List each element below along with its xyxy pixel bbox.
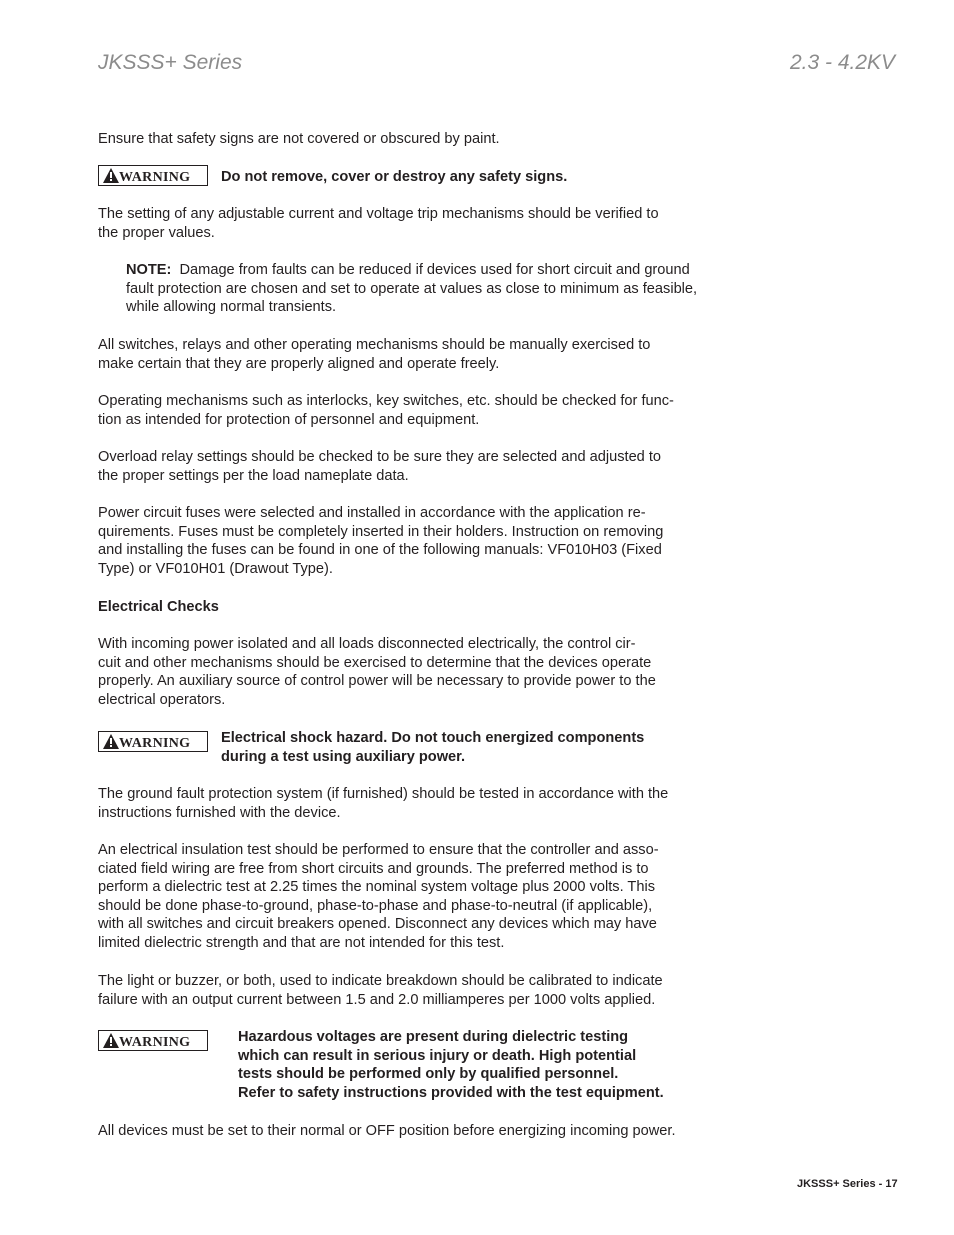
text-line: Electrical shock hazard. Do not touch energized components — [221, 730, 645, 746]
text-line: Type) or VF010H01 (Drawout Type). — [98, 560, 333, 577]
warning-triangle-icon — [103, 734, 119, 749]
text-line: tests should be performed only by qualified personnel. — [238, 1066, 619, 1083]
warning-badge — [98, 731, 208, 752]
header-series-title: JKSSS+ Series — [98, 51, 243, 74]
warning-label: WARNING — [119, 736, 191, 751]
warning-text-shock-hazard — [221, 729, 644, 766]
text-line: The light or buzzer, or both, used to indicate breakdown should be calibrated to indicate — [98, 973, 663, 989]
paragraph-switches-exercise — [98, 336, 723, 373]
text-line: The setting of any adjustable current and voltage trip mechanisms should be verified to — [98, 206, 659, 222]
text-line: All switches, relays and other operating mechanisms should be manually exercised to — [98, 337, 651, 353]
text-line: ciated field wiring are free from short circuits and grounds. The preferred method is to — [98, 860, 649, 877]
text-line: the proper values. — [98, 224, 215, 241]
text-line: while allowing normal transients. — [126, 299, 337, 316]
paragraph-overload-relay — [98, 448, 723, 485]
text-line: failure with an output current between 1.5 and 2.0 milliamperes per 1000 volts applied. — [98, 991, 656, 1008]
warning-triangle-icon — [103, 1033, 119, 1048]
warning-badge — [98, 165, 208, 186]
text-line: quirements. Fuses must be completely inserted in their holders. Instruction on removing — [98, 523, 664, 540]
paragraph-trip-mechanisms — [98, 205, 723, 242]
note-block — [126, 261, 751, 317]
text-line: Damage from faults can be reduced if devices used for short circuit and ground — [179, 262, 690, 278]
header-voltage-range: 2.3 - 4.2KV — [790, 51, 896, 74]
text-line: With incoming power isolated and all loads disconnected electrically, the control cir- — [98, 636, 636, 652]
page-footer: JKSSS+ Series - 17 — [797, 1178, 898, 1190]
warning-text-dielectric-testing — [238, 1028, 664, 1102]
warning-badge — [98, 1030, 208, 1051]
text-line: All devices must be set to their normal or OFF position before energizing incoming power. — [98, 1123, 676, 1139]
text-line: Overload relay settings should be checked to be sure they are selected and adjusted to — [98, 449, 662, 465]
text-line: The ground fault protection system (if furnished) should be tested in accordance with the — [98, 786, 669, 802]
text-line: Power circuit fuses were selected and installed in accordance with the application re- — [98, 505, 646, 521]
paragraph-safety-signs-paint — [98, 130, 723, 149]
text-line: Operating mechanisms such as interlocks, key switches, etc. should be checked for func- — [98, 393, 674, 409]
paragraph-interlocks — [98, 392, 723, 429]
text-line: tion as intended for protection of personnel and equipment. — [98, 411, 480, 428]
text-line: which can result in serious injury or death. High potential — [238, 1047, 637, 1064]
paragraph-ground-fault — [98, 785, 723, 822]
text-line: limited dielectric strength and that are not intended for this test. — [98, 934, 505, 951]
warning-triangle-icon — [103, 168, 119, 183]
text-line: Do not remove, cover or destroy any safety signs. — [221, 169, 568, 185]
paragraph-breakdown-indicator — [98, 972, 723, 1009]
text-line: electrical operators. — [98, 691, 226, 708]
paragraph-power-fuses — [98, 504, 723, 578]
paragraph-insulation-test — [98, 841, 723, 953]
text-line: should be done phase-to-ground, phase-to-phase and phase-to-neutral (if applicable), — [98, 897, 653, 914]
text-line: cuit and other mechanisms should be exercised to determine that the devices operate — [98, 654, 652, 671]
note-label: NOTE: — [126, 262, 172, 278]
warning-text-safety-signs — [221, 168, 567, 187]
text-line: Ensure that safety signs are not covered or obscured by paint. — [98, 131, 500, 147]
warning-label: WARNING — [119, 1035, 191, 1050]
text-line: properly. An auxiliary source of control power will be necessary to provide power to the — [98, 673, 656, 690]
text-line: the proper settings per the load nameplate data. — [98, 467, 409, 484]
text-line: Hazardous voltages are present during dielectric testing — [238, 1029, 629, 1045]
text-line: instructions furnished with the device. — [98, 804, 341, 821]
paragraph-control-circuit — [98, 635, 723, 709]
text-line: and installing the fuses can be found in one of the following manuals: VF010H03 (Fixed — [98, 542, 662, 559]
text-line: make certain that they are properly aligned and operate freely. — [98, 355, 500, 372]
text-line: during a test using auxiliary power. — [221, 748, 466, 765]
paragraph-off-position — [98, 1122, 738, 1141]
text-line: fault protection are chosen and set to operate at values as close to minimum as feasible, — [126, 280, 698, 297]
warning-label: WARNING — [119, 170, 191, 185]
text-line: An electrical insulation test should be performed to ensure that the controller and asso- — [98, 842, 659, 858]
text-line: perform a dielectric test at 2.25 times the nominal system voltage plus 2000 volts. This — [98, 879, 655, 896]
section-heading-electrical-checks: Electrical Checks — [98, 599, 219, 615]
text-line: with all switches and circuit breakers opened. Disconnect any devices which may have — [98, 916, 657, 933]
text-line: Refer to safety instructions provided with the test equipment. — [238, 1084, 664, 1101]
